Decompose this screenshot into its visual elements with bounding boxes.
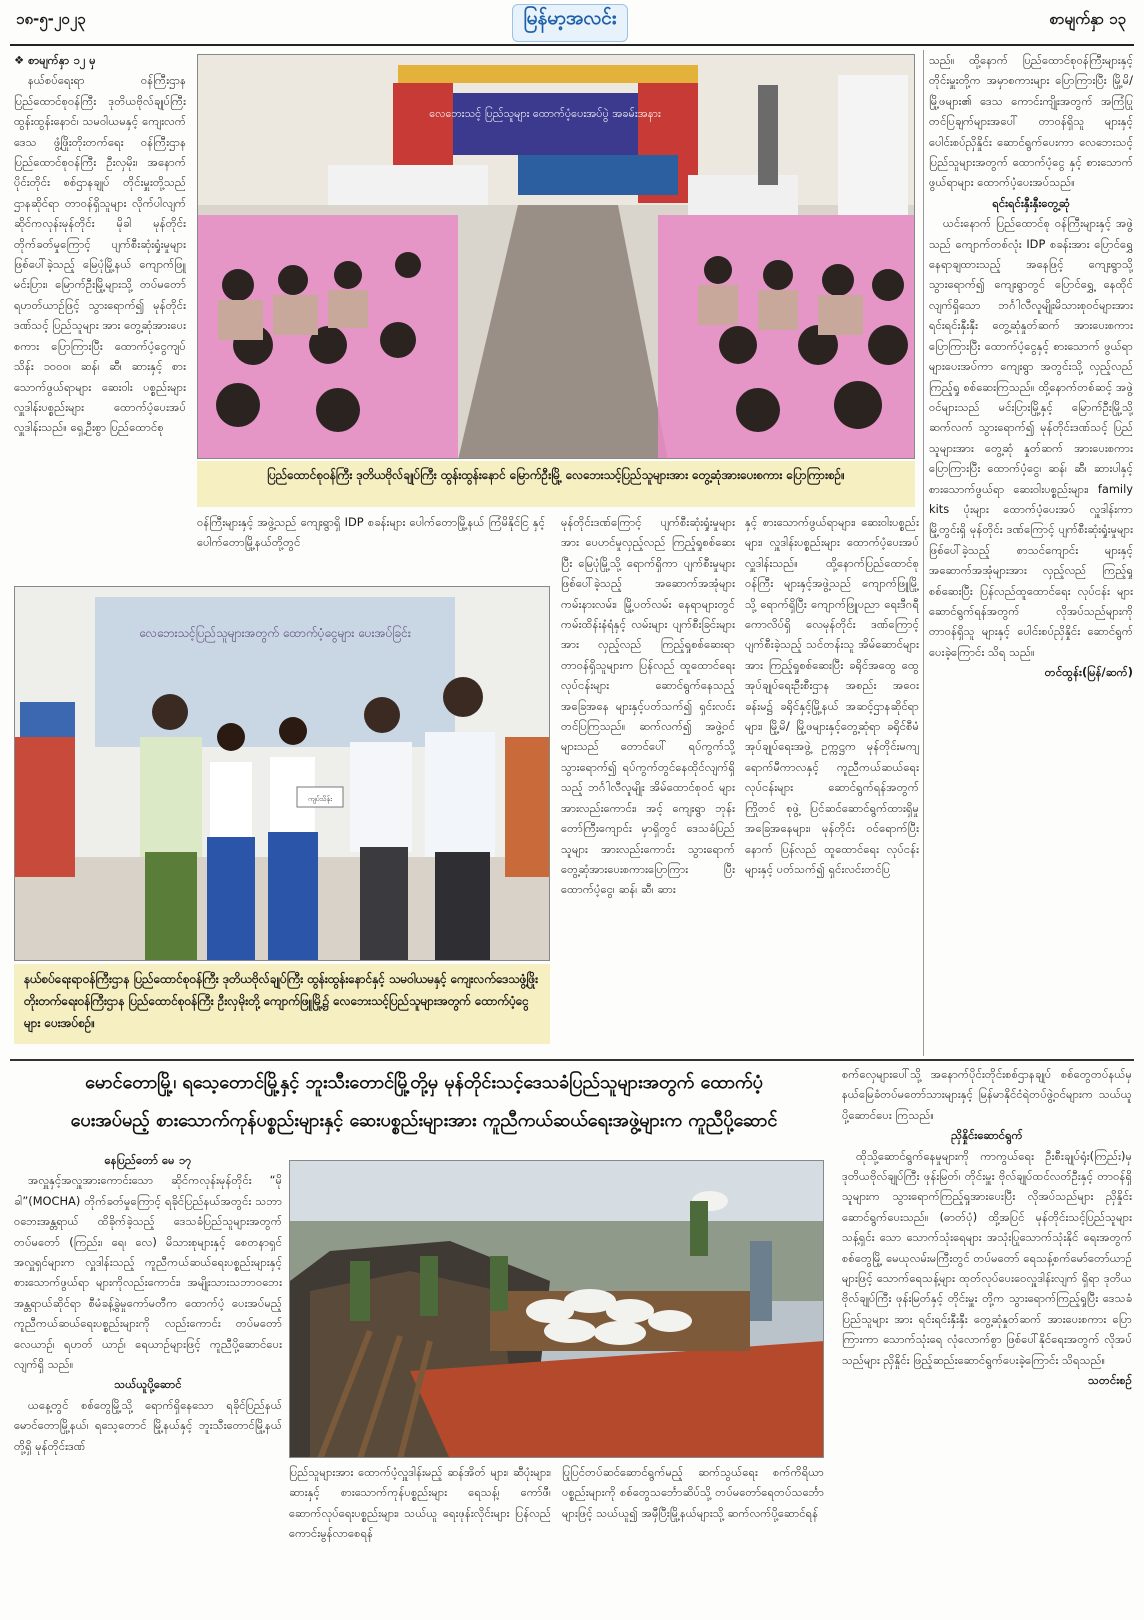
masthead-logo	[512, 4, 628, 42]
hall-banner-text: လေဘေးသင့် ပြည်သူများ ထောက်ပံ့ပေးအပ်ပွဲ အခမ်းအနား	[429, 107, 661, 120]
story1-col1-text: နယ်စပ်ရေးရာ ဝန်ကြီးဌာန ပြည်ထောင်စုဝန်ကြီး ဒုတိယဗိုလ်ချုပ်ကြီး ထွန်းထွန်းနောင်၊ သမဝါယမနှင့် ကျေးလက်ဒေသ ဖွံ့ဖြိုးတိုးတက်ရေး ဝန်ကြီးဌာန ပြည်ထောင်စုဝန်ကြီး ဦးလှမိုး၊ အနောက်ပိုင်းတိုင်း စစ်ဌာနချုပ် တိုင်းမှူးတို့သည် ဌာနဆိုင်ရာ တာဝန်ရှိသူများ လိုက်ပါလျက် ဆိုင်ကလုန်းမုန်တိုင်း မိုခါ မုန်တိုင်း တိုက်ခတ်မှုကြောင့် ပျက်စီးဆုံးရှုံးမှုများ ဖြစ်ပေါ်ခဲ့သည့် မြေပုံမြို့နယ် ကျောက်ဖြူ မင်းပြား၊ မြောက်ဦးမြို့များသို့ တပ်မတော် ရဟတ်ယာဉ်ဖြင့် သွားရောက်၍ မုန်တိုင်းဒဏ်သင့် ပြည်သူများ အား တွေ့ဆုံအားပေးစကား ပြောကြားပြီး ထောက်ပံ့ငွေကျပ် သိန်း ၁၀၀၀၊ ဆန်၊ ဆီ၊ ဆားနှင့် စားသောက်ဖွယ်ရာများ ဆေးဝါး ပစ္စည်းများ လှူဒါန်းပစ္စည်းများ ထောက်ပံ့ပေးအပ်လှူဒါန်းသည်။ ရှေ့ဦးစွာ ပြည်ထောင်စု	[14, 73, 186, 435]
story1-column-4	[745, 512, 919, 1055]
story1-col5b-text: ယင်းနောက် ပြည်ထောင်စု ဝန်ကြီးများနှင့် အဖွဲ့သည် ကျောက်တစ်လုံး IDP စခန်းအား ပြောင်ရွှေ့ နေရာချထားသည့် အနေဖြင့် ကျေးရွာသို့ သွားရောက်၍ ကျေးရွာတွင် ပြောင်ရွှေ့ နေထိုင်လျက်ရှိသော ဘင်္ဂါလီလူမျိုးမိသားစုဝင်များအား ရင်းရင်းနှီးနှီး တွေ့ဆုံနှုတ်ဆက် အားပေးစကား ပြောကြားပြီး ထောက်ပံ့ငွေနှင့် စားသောက် ဖွယ်ရာများပေးအပ်ကာ ကျေးရွာ အတွင်းသို့ လှည့်လည်ကြည့်ရှု စစ်ဆေးကြသည်။ ထို့နောက်တစ်ဆင့် အဖွဲ့ဝင်များသည် မင်းပြားမြို့နှင့် မြောက်ဦးမြို့သို့ ဆက်လက် သွားရောက်၍ မုန်တိုင်းဒဏ်သင့် ပြည်သူများအား တွေ့ဆုံ နှုတ်ဆက် အားပေးစကား ပြောကြားပြီး ထောက်ပံ့ငွေ၊ ဆန်၊ ဆီ၊ ဆားပါနှင့် စားသောက်ဖွယ်ရာ ဆေးဝါးပစ္စည်းများ၊ family kits ပုံးများ ထောက်ပံ့ပေးအပ် လှူဒါန်းကာ မြို့တွင်းရှိ မုန်တိုင်း ဒဏ်ကြောင့် ပျက်စီးဆုံးရှုံးမှုများ ဖြစ်ပေါ်ခဲ့သည့် စာသင်ကျောင်း များနှင့် အဆောက်အအုံများအား လှည့်လည် ကြည့်ရှုစစ်ဆေးပြီး ပြန်လည်ထူထောင်ရေး လုပ်ငန်း များ ဆောင်ရွက်ရန်အတွက် လိုအပ်သည်များကို တာဝန်ရှိသူ များနှင့် ပေါင်းစပ်ညှိနှိုင်း ဆောင်ရွက်ပေးခဲ့ကြောင်း သိရ သည်။	[929, 216, 1133, 659]
boat-loading-image	[290, 1161, 824, 1458]
story-separator	[10, 1059, 1134, 1061]
header-rule	[10, 44, 1134, 46]
story1-column-1	[14, 50, 186, 550]
story2-column-4	[842, 1064, 1132, 1614]
story2-headline-line1: မောင်တောမြို့၊ ရသေ့တောင်မြို့နှင့် ဘူးသီးတောင်မြို့တို့မှ မုန်တိုင်းသင့်ဒေသခံပြည်သူများအတွက် ထောက်ပံ့	[85, 1072, 763, 1093]
story1-subhead: ရင်းရင်းနှီးနှီးတွေ့ဆုံ	[992, 195, 1070, 210]
story2-column-1	[14, 1150, 282, 1614]
story1-column-5	[929, 50, 1133, 1055]
story1-column-3	[561, 512, 735, 1055]
story1-col5a-text: သည်။ ထို့နောက် ပြည်ထောင်စုဝန်ကြီးများနှင့် တိုင်းမှူးတို့က အမှာစကားများ ပြောကြားပြီး မြို့မိ/ မြို့ဖများ၏ ဒေသ ကောင်းကျိုးအတွက် အကြံပြု တင်ပြချက်များအပေါ် တာဝန်ရှိသူ များနှင့် ပေါင်းစပ်ညှိနှိုင်း ဆောင်ရွက်ပေးကာ လေဘေးသင့် ပြည်သူများအတွက် ထောက်ပံ့ငွေ နှင့် စားသောက်ဖွယ်ရာများ ထောက်ပံ့ပေးအပ်သည်။	[929, 53, 1133, 190]
story2-col4b-text: ထိုသို့ဆောင်ရွက်နေမှုများကို ကာကွယ်ရေး ဦးစီးချုပ်ရုံး(ကြည်း)မှ ဒုတိယဗိုလ်ချုပ်ကြီး ဖုန်းမြတ်၊ တိုင်းမှူး ဗိုလ်ချုပ်ထင်လတ်ဦးနှင့် တာဝန်ရှိသူများက သွားရောက်ကြည့်ရှုအားပေးပြီး လိုအပ်သည်များ ညှိနှိုင်းဆောင်ရွက်ပေးသည်။ (ဓာတ်ပုံ) ထို့အပြင် မုန်တိုင်းသင့်ပြည်သူများ သန့်ရှင်း သော သောက်သုံးရေများ အသုံးပြုသောက်သုံးနိုင် ရေးအတွက် စစ်တွေမြို့ မေယုလမ်းမကြီးတွင် တပ်မတော် ရေသန့်စက်မော်တော်ယာဉ်များဖြင့် သောက်ရေသန့်များ ထုတ်လုပ်ပေးဝေလှူဒါန်းလျက် ရှိရာ ဒုတိယဗိုလ်ချုပ်ကြီး ဖုန်းမြတ်နှင့် တိုင်းမှူး တို့က သွားရောက်ကြည့်ရှုပြီး ဒေသခံပြည်သူများ အား ရင်းရင်းနှီးနှီး တွေ့ဆုံနှုတ်ဆက် အားပေးစကား ပြောကြားကာ သောက်သုံးရေ လုံလောက်စွာ ဖြစ်ပေါ်နိုင်ရေးအတွက် လိုအပ်သည်များ ညှိနှိုင်း ဖြည့်ဆည်းဆောင်ရွက်ပေးခဲ့ကြောင်း သိရသည်။	[842, 1148, 1132, 1367]
story2-headline-line2: ပေးအပ်မည့် စားသောက်ကုန်ပစ္စည်းများနှင့် ဆေးပစ္စည်းများအား ကူညီကယ်ဆယ်ရေးအဖွဲ့များက ကူညီပို့ဆောင်	[70, 1110, 778, 1131]
story2-subhead-1: သယ်ယူပို့ဆောင်	[114, 1377, 182, 1392]
story2-dateline: နေပြည်တော် မေ ၁၇	[104, 1153, 192, 1167]
story2-col1a-text: အလှူနှင့်အလှူအားကောင်းသော ဆိုင်ကလုန်းမုန်တိုင်း “မိုခါ”(MOCHA) တိုက်ခတ်မှုကြောင့် ရခိုင်ပြည်နယ်အတွင်း သဘာဝဘေးအန္တရာယ် ထိခိုက်ခဲ့သည့် ဒေသခံပြည်သူများအတွက် တပ်မတော် (ကြည်း၊ ရေ၊ လေ) မိသားစုများနှင့် စေတနာရှင်အလှူရှင်များက လှူဒါန်းသည့် ကူညီကယ်ဆယ်ရေးပစ္စည်းများနှင့် စားသောက်ဖွယ်ရာ များကိုလည်းကောင်း၊ အမျိုးသားသဘာဝဘေး အန္တရာယ်ဆိုင်ရာ စီမံခန့်ခွဲမှုကော်မတီက ထောက်ပံ့ ပေးအပ်မည့် ကူညီကယ်ဆယ်ရေးပစ္စည်းများကို လည်းကောင်း တပ်မတော်လေယာဉ်၊ ရဟတ် ယာဉ်၊ ရေယာဉ်များဖြင့် ကူညီပို့ဆောင်ပေးလျက်ရှိ သည်။	[14, 1173, 282, 1372]
envelope-text: ကျပ်သိန်း	[308, 795, 332, 803]
photo-donation	[14, 586, 550, 961]
photo1-caption: ပြည်ထောင်စုဝန်ကြီး ဒုတိယဗိုလ်ချုပ်ကြီး ထွန်းထွန်းနောင် မြောက်ဦးမြို့ လေဘေးသင့်ပြည်သူများအား တွေ့ဆုံအားပေးစကား ပြောကြားစဉ်။	[197, 461, 915, 507]
photo-meeting-hall	[197, 54, 915, 459]
story2-col1b-text: ယနေ့တွင် စစ်တွေမြို့သို့ ရောက်ရှိနေသော ရခိုင်ပြည်နယ် မောင်တောမြို့နယ်၊ ရသေ့တောင် မြို့နယ်နှင့် ဘူးသီးတောင်မြို့နယ်တို့ရှိ မုန်တိုင်းဒဏ်	[14, 1397, 282, 1453]
story1-col4-text: နှင့် စားသောက်ဖွယ်ရာများ၊ ဆေးဝါးပစ္စည်းများ၊ လှူဒါန်းပစ္စည်းများ ထောက်ပံ့ပေးအပ် လှူဒါန်းသည်။ ထို့နောက်ပြည်ထောင်စုဝန်ကြီး များနှင့်အဖွဲ့သည် ကျောက်ဖြူမြို့ သို့ ရောက်ရှိပြီး ကျောက်ဖြူပညာ ရေးဒီဂရီကောလိပ်ရှိ လေမုန်တိုင်း ဒဏ်ကြောင့် ပျက်စီးခဲ့သည့် သင်တန်းသူ အိမ်ဆောင်များအား ကြည့်ရှုစစ်ဆေးပြီး ခရိုင်အထွေ ထွေအုပ်ချုပ်ရေးဦးစီးဌာန အစည်း အဝေးခန်းမ၌ ခရိုင်နှင့်မြို့နယ် အဆင့်ဌာနဆိုင်ရာများ၊ မြို့မိ/ မြို့ဖများနှင့်တွေ့ဆုံရာ ခရိုင်စီမံ အုပ်ချုပ်ရေးအဖွဲ့ ဥက္ကဋ္ဌက မုန်တိုင်းမကျရောက်မီကာလနှင့် ကူညီကယ်ဆယ်ရေးလုပ်ငန်းများ ဆောင်ရွက်ရန်အတွက် ကြိုတင် စုဖွဲ့ ပြင်ဆင်ဆောင်ရွက်ထားရှိမှု အခြေအနေများ၊ မုန်တိုင်း ဝင်ရောက်ပြီးနောက် ပြန်လည် ထူထောင်ရေး လုပ်ငန်းများနှင့် ပတ်သက်၍ ရှင်းလင်းတင်ပြ	[745, 515, 919, 876]
story2-subhead-2: ညှိနှိုင်းဆောင်ရွက်	[951, 1128, 1023, 1143]
photo-loading-boat	[289, 1160, 824, 1458]
photo2-caption: နယ်စပ်ရေးရာဝန်ကြီးဌာန ပြည်ထောင်စုဝန်ကြီး ဒုတိယဗိုလ်ချုပ်ကြီး ထွန်းထွန်းနောင်နှင့် သမဝါယမနှင့် ကျေးလက်ဒေသဖွံ့ဖြိုးတိုးတက်ရေးဝန်ကြီးဌာန ပြည်ထောင်စုဝန်ကြီး ဦးလှမိုးတို့ ကျောက်ဖြူမြို့၌ လေဘေးသင့်ပြည်သူများအတွက် ထောက်ပံ့ငွေများ ပေးအပ်စဉ်။	[14, 964, 550, 1044]
story2-column-3: ပြုပြင်တပ်ဆင်ဆောင်ရွက်မည့် ဆက်သွယ်ရေး စက်ကိရိယာပစ္စည်းများကို စစ်တွေသင်္ဘောဆိပ်သို့ တပ်မတော်ရေတပ်သင်္ဘောများဖြင့် သယ်ယူ၍ အမှီပြီးမြို့နယ်များသို့ ဆက်လက်ပို့ဆောင်ရန်	[562, 1465, 824, 1520]
screen-banner-text: လေဘေးသင့်ပြည်သူများအတွက် ထောက်ပံ့ငွေများ ပေးအပ်ခြင်း	[139, 626, 411, 640]
page-number: စာမျက်နှာ ၁၃	[1049, 10, 1126, 28]
story2-col4a-text: စက်လှေများပေါ်သို့ အနောက်ပိုင်းတိုင်းစစ်ဌာနချုပ် စစ်တွေတပ်နယ်မှ နယ်မြေခံတပ်မတော်သားများနှင့် မြန်မာနိုင်ငံရဲတပ်ဖွဲ့ဝင်များက သယ်ယူပို့ဆောင်ပေး ကြသည်။	[842, 1067, 1132, 1122]
story1-under-photo1-text: ဝန်ကြီးများနှင့် အဖွဲ့သည် ကျေးရွာရှိ IDP စခန်းများ ပေါက်တောမြို့နယ် ကြံမိနိုင်ငြ နှင့် ပေါက်တောမြို့နယ်တို့တွင်	[197, 515, 545, 550]
story2-byline: သတင်းစဉ်	[1087, 1373, 1132, 1388]
donation-image	[15, 587, 550, 961]
story1-col3-text: မုန်တိုင်းဒဏ်ကြောင့် ပျက်စီးဆုံးရှုံးမှုများအား ပေဟင်မှုလှည့်လည် ကြည့်ရှုစစ်ဆေးပြီး မြေပုံမြို့သို့ ရောက်ရှိကာ ပျက်စီးမှုများ ဖြစ်ပေါ်ခဲ့သည့် အဆောက်အအုံများ ကမ်းနားလမ်း၊ မြို့ပတ်လမ်း နေရာများတွင် ကမ်းထိန်းနံရံနှင့် လမ်းများ ပျက်စီးခြင်းများအား လှည့်လည် ကြည့်ရှုစစ်ဆေးရာ တာဝန်ရှိသူများက ပြန်လည် ထူထောင်ရေး လုပ်ငန်းများ ဆောင်ရွက်နေသည့် အခြေအနေ များနှင့်ပတ်သက်၍ ရှင်းလင်း တင်ပြကြသည်။ ဆက်လက်၍ အဖွဲ့ဝင်များသည် တောင်ပေါ် ရပ်ကွက်သို့ သွားရောက်၍ ရပ်ကွက်တွင်နေထိုင်လျက်ရှိသည့် ဘင်္ဂါလီလူမျိုး အိမ်ထောင်စုဝင် များအားလည်းကောင်း၊ အင့် ကျေးရွာ ဘုန်းတော်ကြီးကျောင်း မှာရှိတွင် ဒေသခံပြည်သူများ အားလည်းကောင်း သွားရောက် တွေ့ဆုံအားပေးစကားပြောကြား ပြီး ထောက်ပံ့ငွေ၊ ဆန်၊ ဆီ၊ ဆား	[561, 515, 735, 897]
story2-column-2: ပြည်သူများအား ထောက်ပံ့လှူဒါန်းမည့် ဆန်အိတ် များ၊ ဆီပုံးများ၊ ဆားနှင့် စားသောက်ကုန်ပစ္စည်းများ ရေသန့်၊ ကော်ဖီ၊ ဆောက်လုပ်ရေးပစ္စည်းများ၊ သယ်ယူ ရေးဖုန်းလိုင်းများ ပြန်လည်ကောင်းမွန်လာစေရန်	[289, 1465, 551, 1541]
meeting-hall-image	[198, 55, 915, 459]
masthead-title: မြန်မာ့အလင်း	[523, 7, 617, 29]
story2-headline	[14, 1064, 834, 1144]
story1-byline: တင်ထွန်း(မြန်/ဆက်)	[1044, 665, 1133, 680]
continued-from-label: ❖ စာမျက်နှာ ၁၂ မှ	[14, 53, 96, 67]
issue-date: ၁၈-၅-၂၀၂၃	[16, 10, 86, 28]
column-divider	[923, 50, 924, 1056]
